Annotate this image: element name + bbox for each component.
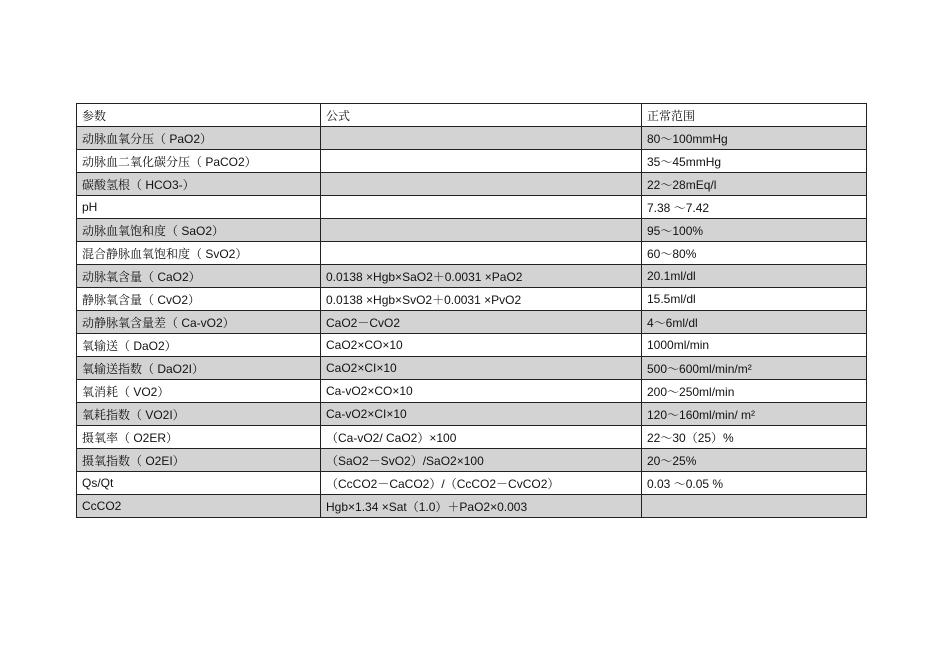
range-cell: 15.5ml/dl [642, 288, 867, 311]
formula-cell: CaO2×CI×10 [321, 357, 642, 380]
formula-cell: （Ca-vO2/ CaO2）×100 [321, 426, 642, 449]
formula-cell [321, 196, 642, 219]
formula-cell [321, 127, 642, 150]
formula-cell [321, 150, 642, 173]
parameters-table [76, 103, 867, 518]
table-row [77, 288, 867, 311]
parameter-cell: Qs/Qt [77, 472, 321, 495]
parameter-cell: 摄氧指数（ O2EI） [77, 449, 321, 472]
parameter-cell: 动静脉氧含量差（ Ca-vO2） [77, 311, 321, 334]
parameter-cell: 动脉血二氧化碳分压（ PaCO2） [77, 150, 321, 173]
formula-cell: （SaO2－SvO2）/SaO2×100 [321, 449, 642, 472]
header-normal-range: 正常范围 [642, 104, 867, 127]
parameter-cell: 动脉血氧分压（ PaO2） [77, 127, 321, 150]
parameter-cell: 氧输送指数（ DaO2I） [77, 357, 321, 380]
header-formula: 公式 [321, 104, 642, 127]
range-cell: 200～250ml/min [642, 380, 867, 403]
range-cell [642, 495, 867, 518]
parameter-cell: 混合静脉血氧饱和度（ SvO2） [77, 242, 321, 265]
formula-cell: Ca-vO2×CO×10 [321, 380, 642, 403]
formula-cell: CaO2－CvO2 [321, 311, 642, 334]
range-cell: 22～30（25）% [642, 426, 867, 449]
range-cell: 1000ml/min [642, 334, 867, 357]
parameter-cell: 氧消耗（ VO2） [77, 380, 321, 403]
table-row [77, 449, 867, 472]
range-cell: 20.1ml/dl [642, 265, 867, 288]
table-row [77, 150, 867, 173]
table-row [77, 380, 867, 403]
formula-cell: 0.0138 ×Hgb×SvO2＋0.0031 ×PvO2 [321, 288, 642, 311]
table-row [77, 334, 867, 357]
range-cell: 4～6ml/dl [642, 311, 867, 334]
table-row [77, 472, 867, 495]
table-row [77, 173, 867, 196]
parameter-cell: 氧耗指数（ VO2I） [77, 403, 321, 426]
parameter-cell: 摄氧率（ O2ER） [77, 426, 321, 449]
table-header-row [77, 104, 867, 127]
range-cell: 0.03 ～0.05 % [642, 472, 867, 495]
range-cell: 500～600ml/min/m² [642, 357, 867, 380]
table-row [77, 127, 867, 150]
range-cell: 120～160ml/min/ m² [642, 403, 867, 426]
table-row [77, 495, 867, 518]
formula-cell: Hgb×1.34 ×Sat（1.0）＋PaO2×0.003 [321, 495, 642, 518]
formula-cell [321, 242, 642, 265]
parameter-cell: 动脉氧含量（ CaO2） [77, 265, 321, 288]
formula-cell: 0.0138 ×Hgb×SaO2＋0.0031 ×PaO2 [321, 265, 642, 288]
table-row [77, 357, 867, 380]
parameter-cell: 氧输送（ DaO2） [77, 334, 321, 357]
formula-cell: CaO2×CO×10 [321, 334, 642, 357]
table-row [77, 265, 867, 288]
range-cell: 7.38 ～7.42 [642, 196, 867, 219]
parameter-cell: CcCO2 [77, 495, 321, 518]
table-row [77, 242, 867, 265]
formula-cell [321, 173, 642, 196]
formula-cell: Ca-vO2×CI×10 [321, 403, 642, 426]
header-parameter: 参数 [77, 104, 321, 127]
range-cell: 60～80% [642, 242, 867, 265]
table-row [77, 426, 867, 449]
range-cell: 20～25% [642, 449, 867, 472]
table-row [77, 219, 867, 242]
formula-cell: （CcCO2－CaCO2）/（CcCO2－CvCO2） [321, 472, 642, 495]
table-row [77, 403, 867, 426]
table-row [77, 196, 867, 219]
table-row [77, 311, 867, 334]
range-cell: 95～100% [642, 219, 867, 242]
parameter-cell: 碳酸氢根（ HCO3-） [77, 173, 321, 196]
parameter-cell: 动脉血氧饱和度（ SaO2） [77, 219, 321, 242]
range-cell: 22～28mEq/l [642, 173, 867, 196]
formula-cell [321, 219, 642, 242]
parameter-cell: 静脉氧含量（ CvO2） [77, 288, 321, 311]
range-cell: 35～45mmHg [642, 150, 867, 173]
parameter-cell: pH [77, 196, 321, 219]
range-cell: 80～100mmHg [642, 127, 867, 150]
